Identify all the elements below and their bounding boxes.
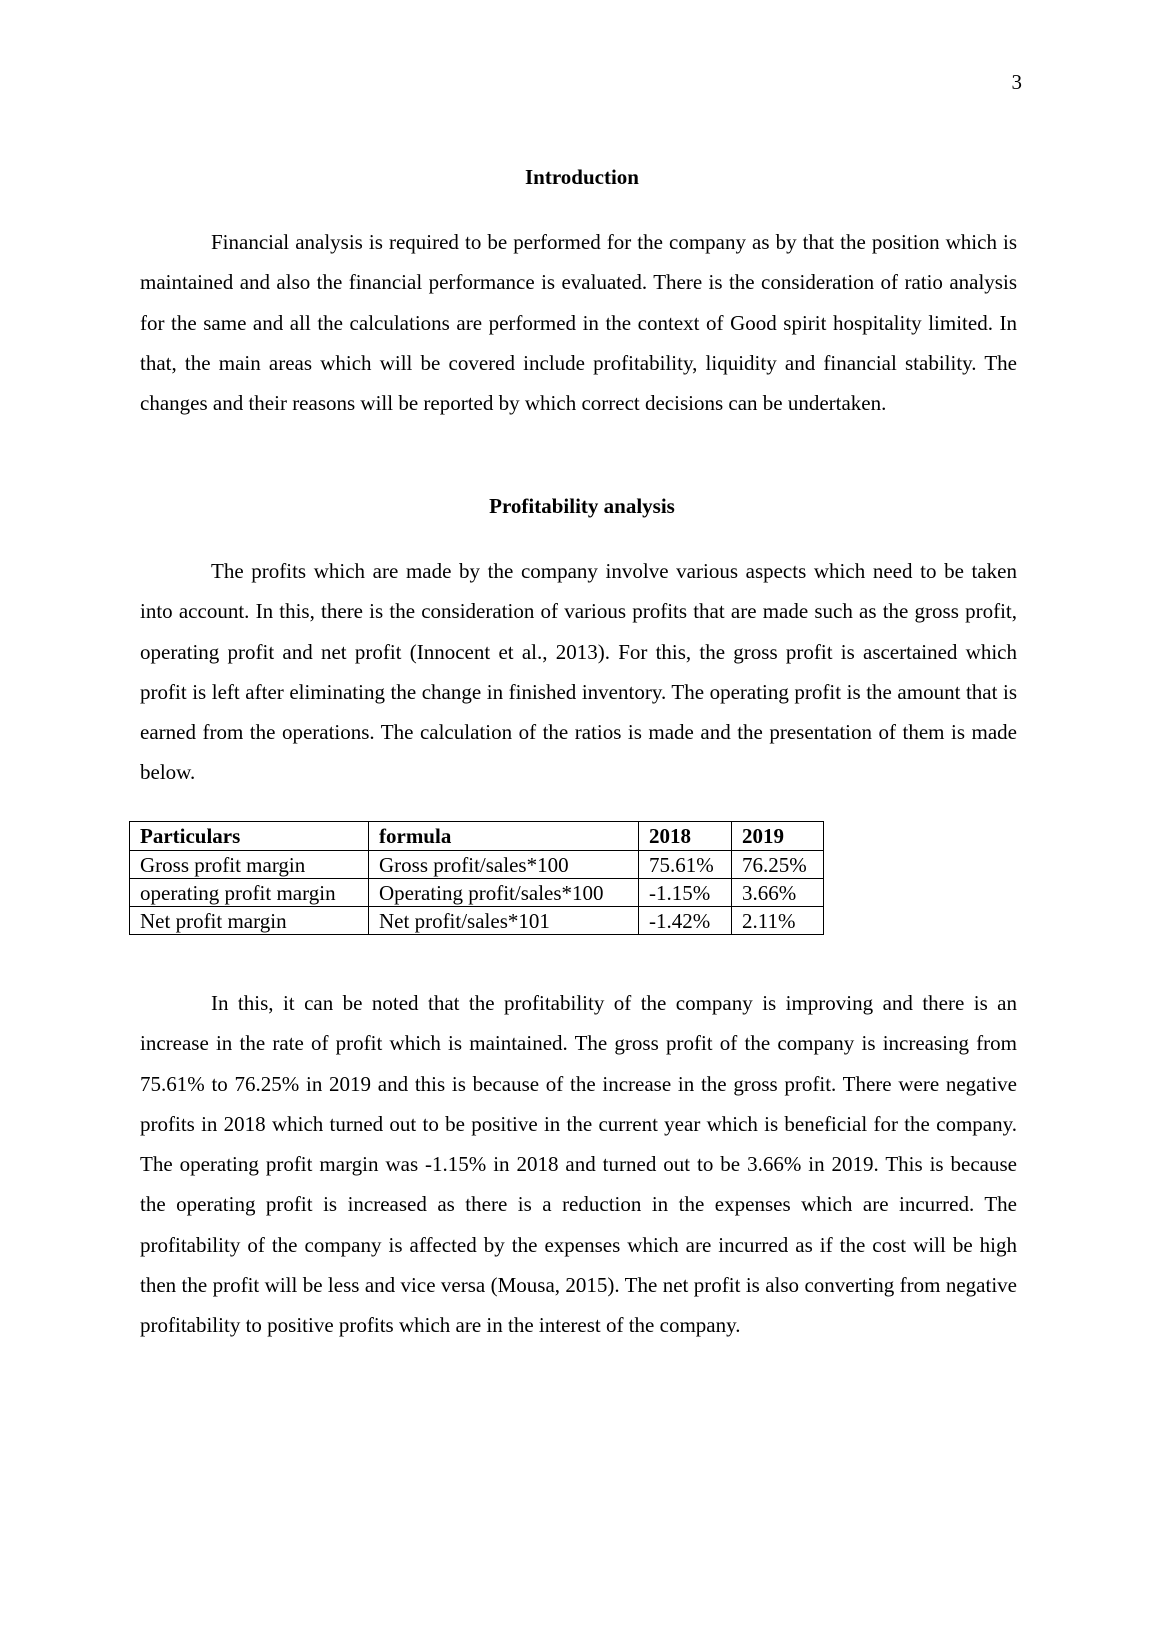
profitability-heading: Profitability analysis [489, 494, 675, 518]
table-cell: 3.66% [732, 879, 824, 907]
table-cell: 2.11% [732, 907, 824, 935]
ratios-table [129, 821, 824, 935]
table-header-row [130, 822, 824, 851]
table-cell: -1.15% [639, 879, 732, 907]
table-row [130, 907, 824, 935]
table-header-cell: Particulars [130, 822, 369, 851]
table-cell: Net profit margin [130, 907, 369, 935]
table-header-cell: formula [369, 822, 639, 851]
table-cell: -1.42% [639, 907, 732, 935]
table-cell: 76.25% [732, 851, 824, 879]
introduction-heading: Introduction [525, 165, 639, 189]
table-row [130, 879, 824, 907]
table-cell: 75.61% [639, 851, 732, 879]
table-header-cell: 2019 [732, 822, 824, 851]
table-cell: Gross profit margin [130, 851, 369, 879]
table-header-cell: 2018 [639, 822, 732, 851]
page-number: 3 [1011, 70, 1022, 94]
table-row [130, 851, 824, 879]
profitability-paragraph-2: In this, it can be noted that the profitability of the company is improving and there is an increase in the rate of profit which is maintained. The gross profit of the company is increasing from 75.61% to 76.25% in 2019 and this is because of the increase in the gross profit. There were negative profits in 2018 which turned out to be positive in the current year which is beneficial for the company. The operating profit margin was -1.15% in 2018 and turned out to be 3.66% in 2019. This is because the operating profit is increased as there is a reduction in the expenses which are incurred. The profitability of the company is affected by the expenses which are incurred as if the cost will be high then the profit will be less and vice versa (Mousa, 2015). The net profit is also converting from negative profitability to positive profits which are in the interest of the company. [140, 991, 1017, 1338]
table-cell: Operating profit/sales*100 [369, 879, 639, 907]
table-cell: Net profit/sales*101 [369, 907, 639, 935]
introduction-paragraph: Financial analysis is required to be performed for the company as by that the position which is maintained and also the financial performance is evaluated. There is the consideration of ratio analysis for the same and all the calculations are performed in the context of Good spirit hospitality limited. In that, the main areas which will be covered include profitability, liquidity and financial stability. The changes and their reasons will be reported by which correct decisions can be undertaken. [140, 230, 1017, 416]
profitability-paragraph-1: The profits which are made by the company involve various aspects which need to be taken into account. In this, there is the consideration of various profits that are made such as the gross profit, operating profit and net profit (Innocent et al., 2013). For this, the gross profit is ascertained which profit is left after eliminating the change in finished inventory. The operating profit is the amount that is earned from the operations. The calculation of the ratios is made and the presentation of them is made below. [140, 559, 1017, 785]
table-cell: Gross profit/sales*100 [369, 851, 639, 879]
table-cell: operating profit margin [130, 879, 369, 907]
